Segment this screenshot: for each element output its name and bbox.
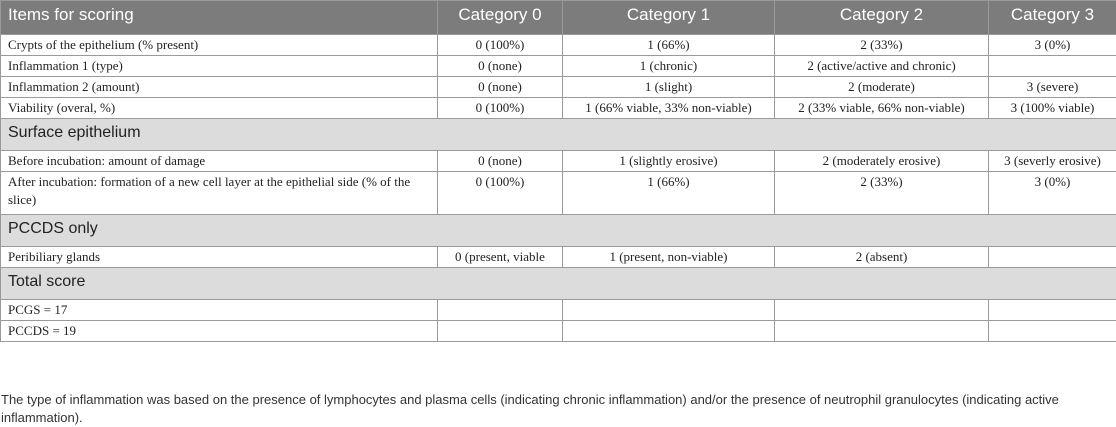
row-label: Before incubation: amount of damage: [1, 151, 438, 172]
table-row: [1, 247, 1116, 268]
cell-category-0: 0 (100%): [438, 98, 563, 119]
cell-category-1: [563, 321, 775, 342]
cell-category-1: 1 (chronic): [563, 56, 775, 77]
header-category-0: Category 0: [438, 1, 563, 35]
cell-category-1: [563, 300, 775, 321]
cell-category-0: 0 (present, viable: [438, 247, 563, 268]
cell-category-3: [989, 300, 1116, 321]
cell-category-2: 2 (33% viable, 66% non-viable): [775, 98, 989, 119]
cell-category-1: 1 (present, non-viable): [563, 247, 775, 268]
cell-category-3: 3 (0%): [989, 35, 1116, 56]
cell-category-2: [775, 300, 989, 321]
cell-category-0: [438, 321, 563, 342]
table-footnote: The type of inflammation was based on the presence of lymphocytes and plasma cells (indicating chronic inflammation) and/or the presence of neutrophil granulocytes (indicating active inflammation).: [1, 392, 1059, 425]
cell-category-0: [438, 300, 563, 321]
row-label: Viability (overal, %): [1, 98, 438, 119]
cell-category-2: 2 (33%): [775, 35, 989, 56]
cell-category-1: 1 (slightly erosive): [563, 151, 775, 172]
table-row: [1, 300, 1116, 321]
cell-category-3: 3 (100% viable): [989, 98, 1116, 119]
row-label: Inflammation 1 (type): [1, 56, 438, 77]
row-label: Peribiliary glands: [1, 247, 438, 268]
table-row: [1, 56, 1116, 77]
cell-category-0: 0 (100%): [438, 35, 563, 56]
cell-category-3: 3 (severe): [989, 77, 1116, 98]
cell-category-0: 0 (none): [438, 77, 563, 98]
cell-category-0: 0 (none): [438, 151, 563, 172]
cell-category-2: 2 (absent): [775, 247, 989, 268]
cell-category-3: 3 (severly erosive): [989, 151, 1116, 172]
cell-category-1: 1 (66%): [563, 35, 775, 56]
section-row-pccds-only: [1, 215, 1116, 247]
header-category-1: Category 1: [563, 1, 775, 35]
section-row-total-score: [1, 268, 1116, 300]
row-label: PCCDS = 19: [1, 321, 438, 342]
section-row-surface-epithelium: [1, 119, 1116, 151]
table-row: [1, 77, 1116, 98]
row-label: Crypts of the epithelium (% present): [1, 35, 438, 56]
cell-category-2: 2 (33%): [775, 172, 989, 215]
row-label: Inflammation 2 (amount): [1, 77, 438, 98]
header-category-3: Category 3: [989, 1, 1116, 35]
table-row: [1, 151, 1116, 172]
cell-category-3: [989, 321, 1116, 342]
section-title: Total score: [1, 268, 1116, 300]
section-title: Surface epithelium: [1, 119, 1116, 151]
table-row: [1, 35, 1116, 56]
cell-category-2: 2 (moderately erosive): [775, 151, 989, 172]
row-label: PCGS = 17: [1, 300, 438, 321]
header-category-2: Category 2: [775, 1, 989, 35]
row-label: After incubation: formation of a new cell layer at the epithelial side (% of the slice): [1, 172, 438, 215]
table-row: [1, 172, 1116, 215]
cell-category-2: 2 (moderate): [775, 77, 989, 98]
cell-category-0: 0 (none): [438, 56, 563, 77]
cell-category-1: 1 (66% viable, 33% non-viable): [563, 98, 775, 119]
cell-category-1: 1 (66%): [563, 172, 775, 215]
header-items: Items for scoring: [1, 1, 438, 35]
cell-category-2: [775, 321, 989, 342]
cell-category-3: [989, 247, 1116, 268]
header-row: [1, 1, 1116, 35]
cell-category-3: 3 (0%): [989, 172, 1116, 215]
section-title: PCCDS only: [1, 215, 1116, 247]
cell-category-2: 2 (active/active and chronic): [775, 56, 989, 77]
cell-category-3: [989, 56, 1116, 77]
cell-category-0: 0 (100%): [438, 172, 563, 215]
table-row: [1, 98, 1116, 119]
cell-category-1: 1 (slight): [563, 77, 775, 98]
table-row: [1, 321, 1116, 342]
